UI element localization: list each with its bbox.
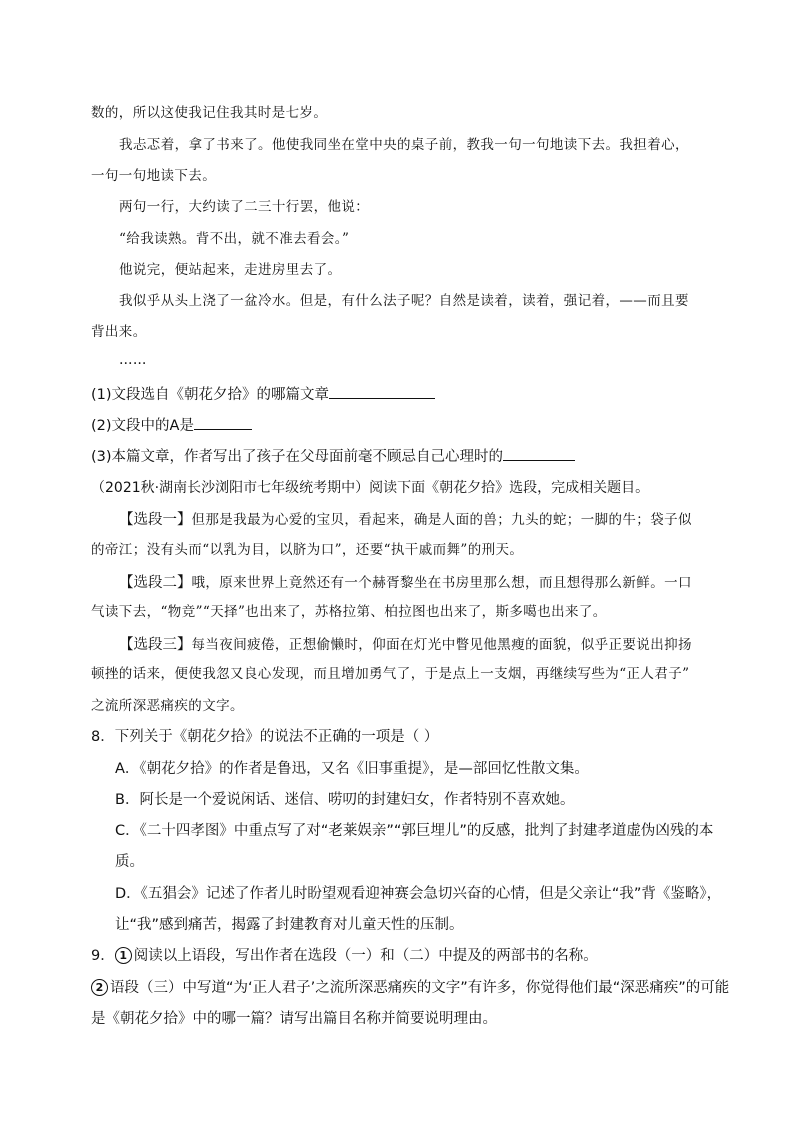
circled-number-2: 2 [91, 979, 108, 996]
question-9-part2-cont: 是《朝花夕拾》中的哪一篇？请写出篇目名称并简要说明理由。 [91, 1011, 497, 1027]
circled-number-1: 1 [115, 947, 132, 964]
passage-line: “给我读熟。背不出，就不准去看会。” [119, 231, 350, 247]
excerpt-3 [119, 634, 692, 655]
answer-blank-2[interactable] [194, 415, 252, 430]
passage-line: 一句一句地读下去。 [91, 168, 217, 184]
question-9-part1 [91, 946, 598, 966]
question-8-option-d-cont: 让“我”感到痛苦，揭露了封建教育对儿童天性的压制。 [115, 917, 464, 933]
question-3 [91, 446, 575, 467]
passage-line: 两句一行，大约读了二三十行罢，他说： [119, 199, 370, 215]
excerpt-3-line3: 之流所深恶痛疾的文字。 [91, 698, 244, 714]
answer-blank-1[interactable] [329, 384, 435, 399]
passage-line: 我忐忑着，拿了书来了。他使我同坐在堂中央的桌子前，教我一句一句地读下去。我担着心， [119, 137, 689, 153]
question-8-option-a[interactable]: A．《朝花夕拾》的作者是鲁迅，又名《旧事重提》，是—部回忆性散文集。 [115, 761, 589, 777]
question-8-stem: 8．下列关于《朝花夕拾》的说法不正确的一项是（ ） [91, 729, 439, 745]
excerpt-3-line2: 顿挫的话来，便使我忽又良心发现，而且增加勇气了，于是点上一支烟，再继续写些为“正人君子” [91, 666, 690, 682]
excerpt-1-tag: 【选段一】 [119, 512, 192, 528]
question-9-part2 [91, 978, 729, 998]
excerpt-2-tag: 【选段二】 [119, 575, 192, 591]
question-8-option-d[interactable]: D．《五猖会》记述了作者儿时盼望观看迎神赛会急切兴奋的心情，但是父亲让“我”背《鉴略》， [115, 886, 722, 902]
excerpt-1-line2: 的帝江；没有头而“以乳为目，以脐为口”，还要“执干戚而舞”的刑天。 [91, 542, 524, 558]
excerpt-1 [119, 509, 692, 530]
excerpt-2-line1: 哦，原来世界上竟然还有一个赫胥黎坐在书房里那么想，而且想得那么新鲜。一口 [191, 575, 692, 591]
question-9-number: 9． [91, 948, 115, 964]
source-note: （2021秋·湖南长沙浏阳市七年级统考期中）阅读下面《朝花夕拾》选段，完成相关题目。 [91, 480, 650, 496]
excerpt-2 [119, 572, 692, 593]
passage-ellipsis: …… [119, 352, 147, 368]
passage-line: 他说完，便站起来，走进房里去了。 [119, 262, 342, 278]
excerpt-2-line2: 气读下去，“物竞”“天择”也出来了，苏格拉第、柏拉图也出来了，斯多噶也出来了。 [91, 604, 607, 620]
question-8-option-c-cont: 质。 [115, 854, 144, 870]
question-1-text: (1)文段选自《朝花夕拾》的哪篇文章 [91, 387, 330, 403]
excerpt-1-line1: 但那是我最为心爱的宝贝，看起来，确是人面的兽；九头的蛇；一脚的牛；袋子似 [191, 512, 692, 528]
question-8-option-c[interactable]: C．《二十四孝图》中重点写了对“老莱娱亲”“郭巨埋儿”的反感，批判了封建孝道虚伪凶残的本 [115, 823, 714, 839]
question-2 [91, 415, 252, 436]
excerpt-3-line1: 每当夜间疲倦，正想偷懒时，仰面在灯光中瞥见他黑瘦的面貌，似乎正要说出抑扬 [191, 637, 692, 653]
question-9-part1-text: 阅读以上语段，写出作者在选段（一）和（二）中提及的两部书的名称。 [133, 948, 598, 964]
passage-line: 我似乎从头上浇了一盆冷水。但是，有什么法子呢？自然是读着，读着，强记着，——而且要 [119, 293, 689, 309]
question-2-text: (2)文段中的A是 [91, 418, 194, 434]
excerpt-3-tag: 【选段三】 [119, 637, 192, 653]
question-3-text: (3)本篇文章，作者写出了孩子在父母面前毫不顾忌自己心理时的 [91, 449, 504, 465]
passage-line: 数的，所以这使我记住我其时是七岁。 [91, 105, 328, 121]
question-8-option-b[interactable]: B．阿长是一个爱说闲话、迷信、唠叨的封建妇女，作者特别不喜欢她。 [115, 792, 575, 808]
question-1 [91, 384, 435, 405]
question-9-part2-text: 语段（三）中写道“为‘正人君子’之流所深恶痛疾的文字”有许多，你觉得他们最“深恶痛疾”的可能 [110, 980, 730, 996]
answer-blank-3[interactable] [503, 446, 575, 461]
passage-line: 背出来。 [91, 324, 147, 340]
